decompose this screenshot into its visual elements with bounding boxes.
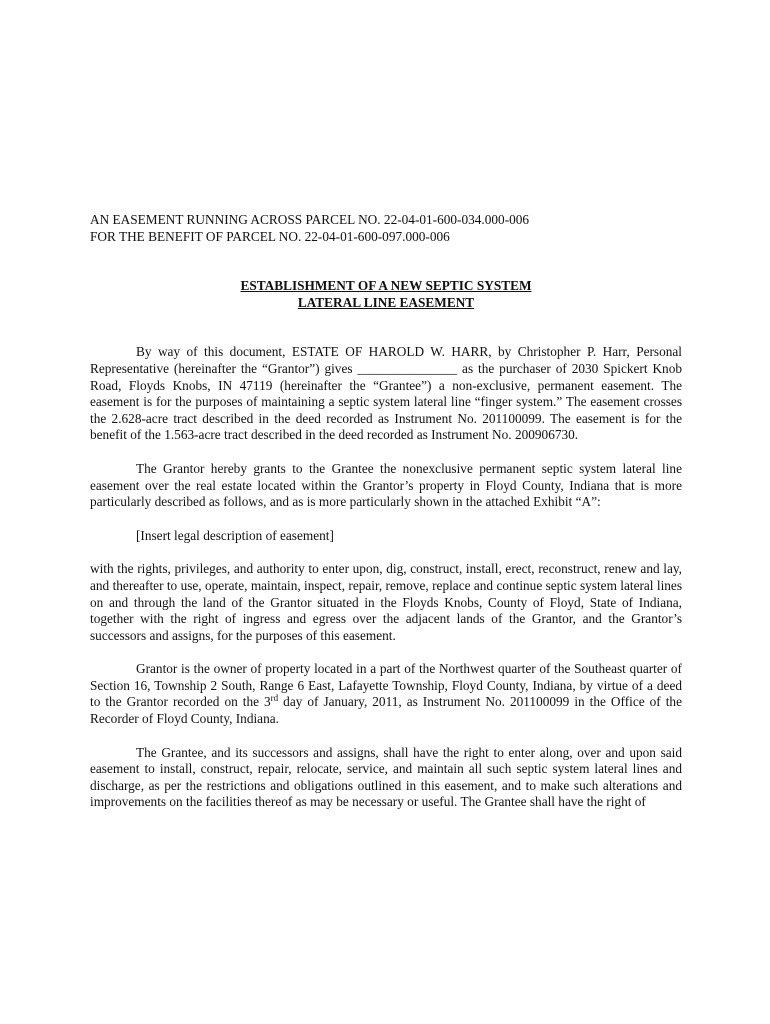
ownership-text-start: Grantor is the owner of property located in a part of the Northwest quarter of the Southeast quarter of Section 16, Township 2 South, Range 6 East, Lafayette Township, Floyd County, Indiana, by virtue of a deed to the Grantor recorded on the 3 xyxy=(90,661,682,710)
document-page xyxy=(90,212,682,811)
legal-description-placeholder: [Insert legal description of easement] xyxy=(136,527,334,543)
paragraph-grantee-rights: The Grantee, and its successors and assigns, shall have the right to enter along, over and upon said easement to install, construct, repair, relocate, service, and maintain all such septic system lateral lines and discharge, as per the restrictions and obligations outlined in this easement, and to make such alterations and improvements on the facilities thereof as may be necessary or useful. The Grantee shall have the right of xyxy=(90,744,682,810)
ownership-text-end: day of January, 2011, as Instrument No. 201100099 in the Office of the Recorder of Floyd County, Indiana. xyxy=(90,694,682,727)
paragraph-rights: with the rights, privileges, and authority to enter upon, dig, construct, install, erect, reconstruct, renew and lay, and thereafter to use, operate, maintain, inspect, repair, remove, replace and continue septic system lateral lines on and through the land of the Grantor situated in the Floyds Knobs, County of Floyd, State of Indiana, together with the right of ingress and egress over the adjacent lands of the Grantor, and the Grantor’s successors and assigns, for the purposes of this easement. xyxy=(90,561,682,643)
parcel-header-line-2: FOR THE BENEFIT OF PARCEL NO. 22-04-01-600-097.000-006 xyxy=(90,228,450,244)
title-line-2: LATERAL LINE EASEMENT xyxy=(297,294,475,310)
document-title xyxy=(90,278,682,311)
title-line-1: ESTABLISHMENT OF A NEW SEPTIC SYSTEM xyxy=(240,278,532,294)
paragraph-ownership xyxy=(90,661,682,727)
ordinal-suffix: rd xyxy=(270,693,279,704)
parcel-header-line-1: AN EASEMENT RUNNING ACROSS PARCEL NO. 22-04-01-600-034.000-006 xyxy=(90,212,530,227)
paragraph-grant-parties: By way of this document, ESTATE OF HAROLD W. HARR, by Christopher P. Harr, Personal Representative (hereinafter the “Grantor”) gives _______________ as the purchaser of 2030 Spickert Knob Road, Floyds Knobs, IN 47119 (hereinafter the “Grantee”) a non-exclusive, permanent easement. The easement is for the purposes of maintaining a septic system lateral line “finger system.” The easement crosses the 2.628-acre tract described in the deed recorded as Instrument No. 201100099. The easement is for the benefit of the 1.563-acre tract described in the deed recorded as Instrument No. 200906730. xyxy=(90,344,682,443)
paragraph-grant-clause: The Grantor hereby grants to the Grantee the nonexclusive permanent septic system lateral line easement over the real estate located within the Grantor’s property in Floyd County, Indiana that is more particularly described as follows, and as is more particularly shown in the attached Exhibit “A”: xyxy=(90,460,682,510)
